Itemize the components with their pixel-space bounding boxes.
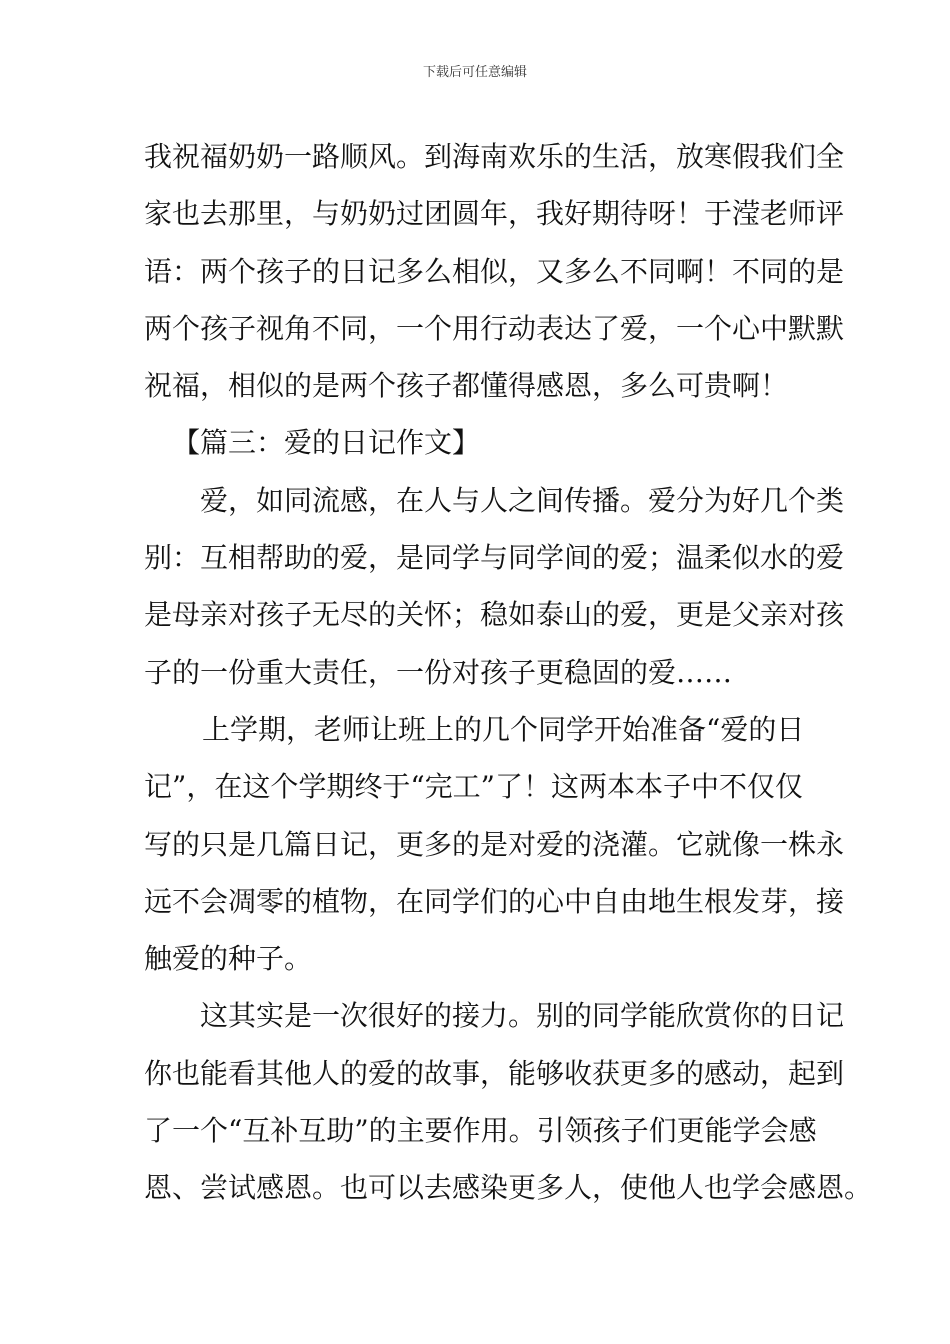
text-line: 上学期，老师让班上的几个同学开始准备“爱的日 [202,712,805,746]
text-line: 爱，如同流感，在人与人之间传播。爱分为好几个类 [200,483,845,517]
section-heading: 【篇三：爱的日记作文】 [172,426,481,460]
text-line: 写的只是几篇日记，更多的是对爱的浇灌。它就像一株永 [144,827,845,861]
text-line: 你也能看其他人的爱的故事，能够收获更多的感动，起到 [144,1056,845,1090]
text-line: 这其实是一次很好的接力。别的同学能欣赏你的日记 [200,999,845,1033]
text-line: 恩、尝试感恩。也可以去感染更多人，使他人也学会感恩。 [144,1171,873,1205]
text-line: 了一个“互补互助”的主要作用。引领孩子们更能学会感 [144,1114,817,1148]
text-line: 子的一份重大责任，一份对孩子更稳固的爱…… [144,655,733,689]
text-line: 祝福，相似的是两个孩子都懂得感恩，多么可贵啊！ [144,369,789,403]
document-body [144,128,873,1217]
page-header: 下载后可任意编辑 [422,65,527,80]
text-line: 别：互相帮助的爱，是同学与同学间的爱；温柔似水的爱 [144,541,845,575]
text-line: 是母亲对孩子无尽的关怀；稳如泰山的爱，更是父亲对孩 [144,598,845,632]
text-line: 我祝福奶奶一路顺风。到海南欢乐的生活，放寒假我们全 [144,140,845,173]
text-line: 触爱的种子。 [144,942,313,976]
text-line: 家也去那里，与奶奶过团圆年，我好期待呀！于滢老师评 [144,197,845,231]
text-line: 语：两个孩子的日记多么相似，又多么不同啊！不同的是 [144,254,845,288]
text-line: 远不会凋零的植物，在同学们的心中自由地生根发芽，接 [144,884,845,918]
text-line: 记”，在这个学期终于“完工”了！这两本本子中不仅仅 [144,770,803,804]
text-line: 两个孩子视角不同，一个用行动表达了爱，一个心中默默 [144,311,845,345]
